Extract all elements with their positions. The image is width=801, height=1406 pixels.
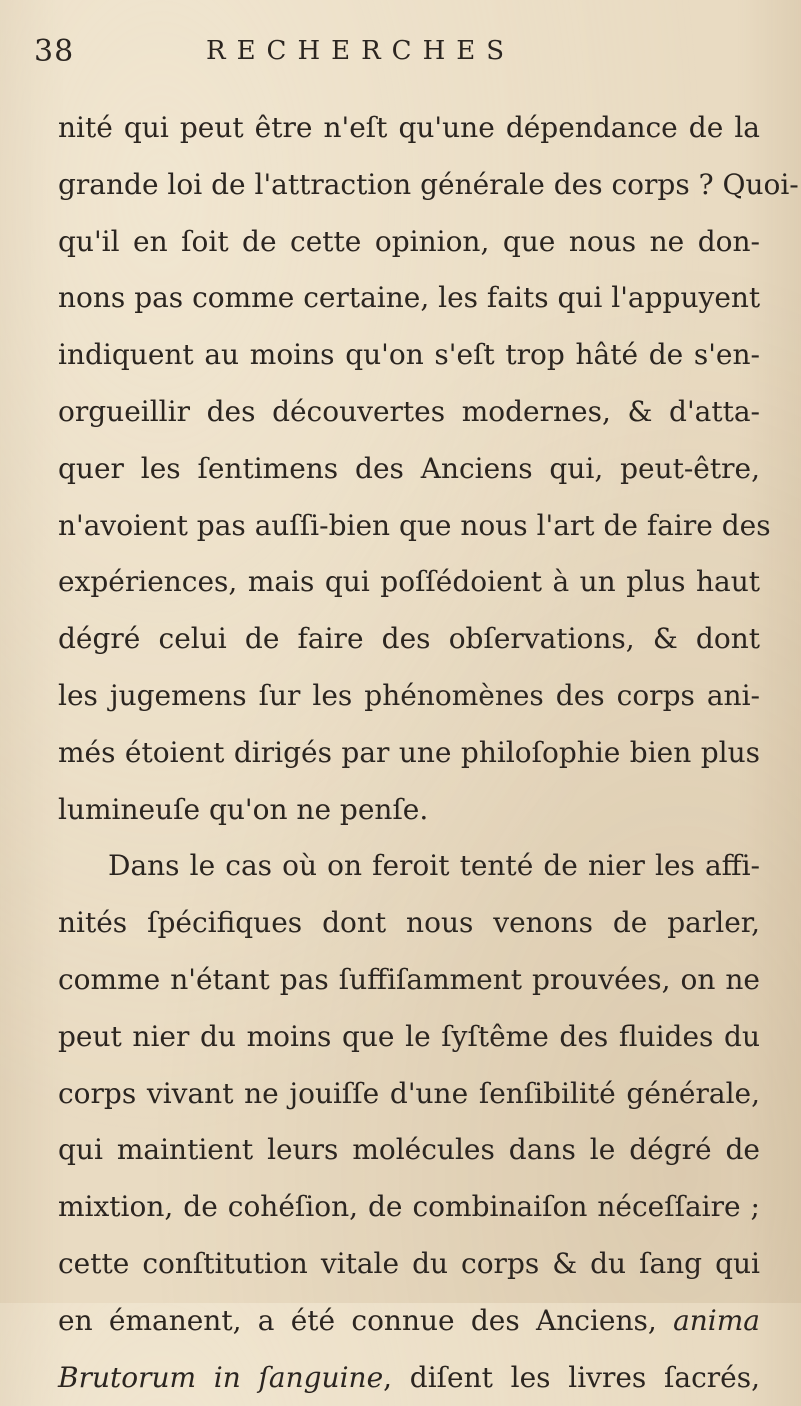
text-line: orgueillir des découvertes modernes, & d'atta-: [58, 394, 760, 428]
text-line: dégré celui de faire des obſervations, & dont: [58, 622, 760, 656]
text-line: mixtion, de cohéſion, de combinaiſon néceſſaire ;: [58, 1190, 760, 1224]
text-line: qui maintient leurs molécules dans le dégré de: [58, 1133, 760, 1167]
body-text: [58, 100, 799, 1406]
text-line: nons pas comme certaine, les faits qui l'appuyent: [58, 281, 761, 315]
text-line: les jugemens ſur les phénomènes des corps ani-: [58, 678, 760, 712]
italic-segment: Brutorum in ſanguine: [58, 1360, 384, 1394]
text-line: n'avoient pas auſſi-bien que nous l'art de faire des: [58, 508, 771, 542]
text-line: nité qui peut être n'eſt qu'une dépendance de la: [58, 111, 760, 144]
text-line: comme n'étant pas ſuffiſamment prouvées, on ne: [58, 962, 760, 996]
paragraph-start-line: Dans le cas où on feroit tenté de nier les affi-: [108, 849, 760, 883]
text-line: més étoient dirigés par une philoſophie bien plus: [58, 735, 760, 769]
text-line-with-italic: [58, 1293, 760, 1350]
paragraph-end-line: lumineuſe qu'on ne penſe.: [58, 792, 429, 826]
italic-segment: anima: [673, 1303, 760, 1337]
running-title: RECHERCHES: [206, 36, 516, 66]
text-line: qu'il en ſoit de cette opinion, que nous ne don-: [58, 224, 760, 258]
text-line: corps vivant ne jouiſſe d'une ſenſibilité générale,: [58, 1076, 760, 1110]
text-line-with-italic: [58, 1350, 760, 1406]
text-line: quer les ſentimens des Anciens qui, peut-être,: [58, 451, 760, 485]
text-line: indiquent au moins qu'on s'eſt trop hâté de s'en-: [58, 338, 760, 372]
text-line: grande loi de l'attraction générale des corps ? Quoi-: [58, 167, 799, 201]
text-line: expériences, mais qui poſſédoient à un plus haut: [58, 565, 760, 599]
roman-segment: , diſent les livres ſacrés,: [383, 1360, 760, 1394]
text-line: nités ſpécifiques dont nous venons de parler,: [58, 906, 760, 940]
page-number: 38: [34, 34, 75, 69]
text-line: peut nier du moins que le ſyſtême des fluides du: [58, 1019, 760, 1053]
roman-segment: en émanent, a été connue des Anciens,: [58, 1303, 674, 1337]
running-head: [34, 34, 774, 74]
text-line: cette conſtitution vitale du corps & du ſang qui: [58, 1246, 760, 1280]
